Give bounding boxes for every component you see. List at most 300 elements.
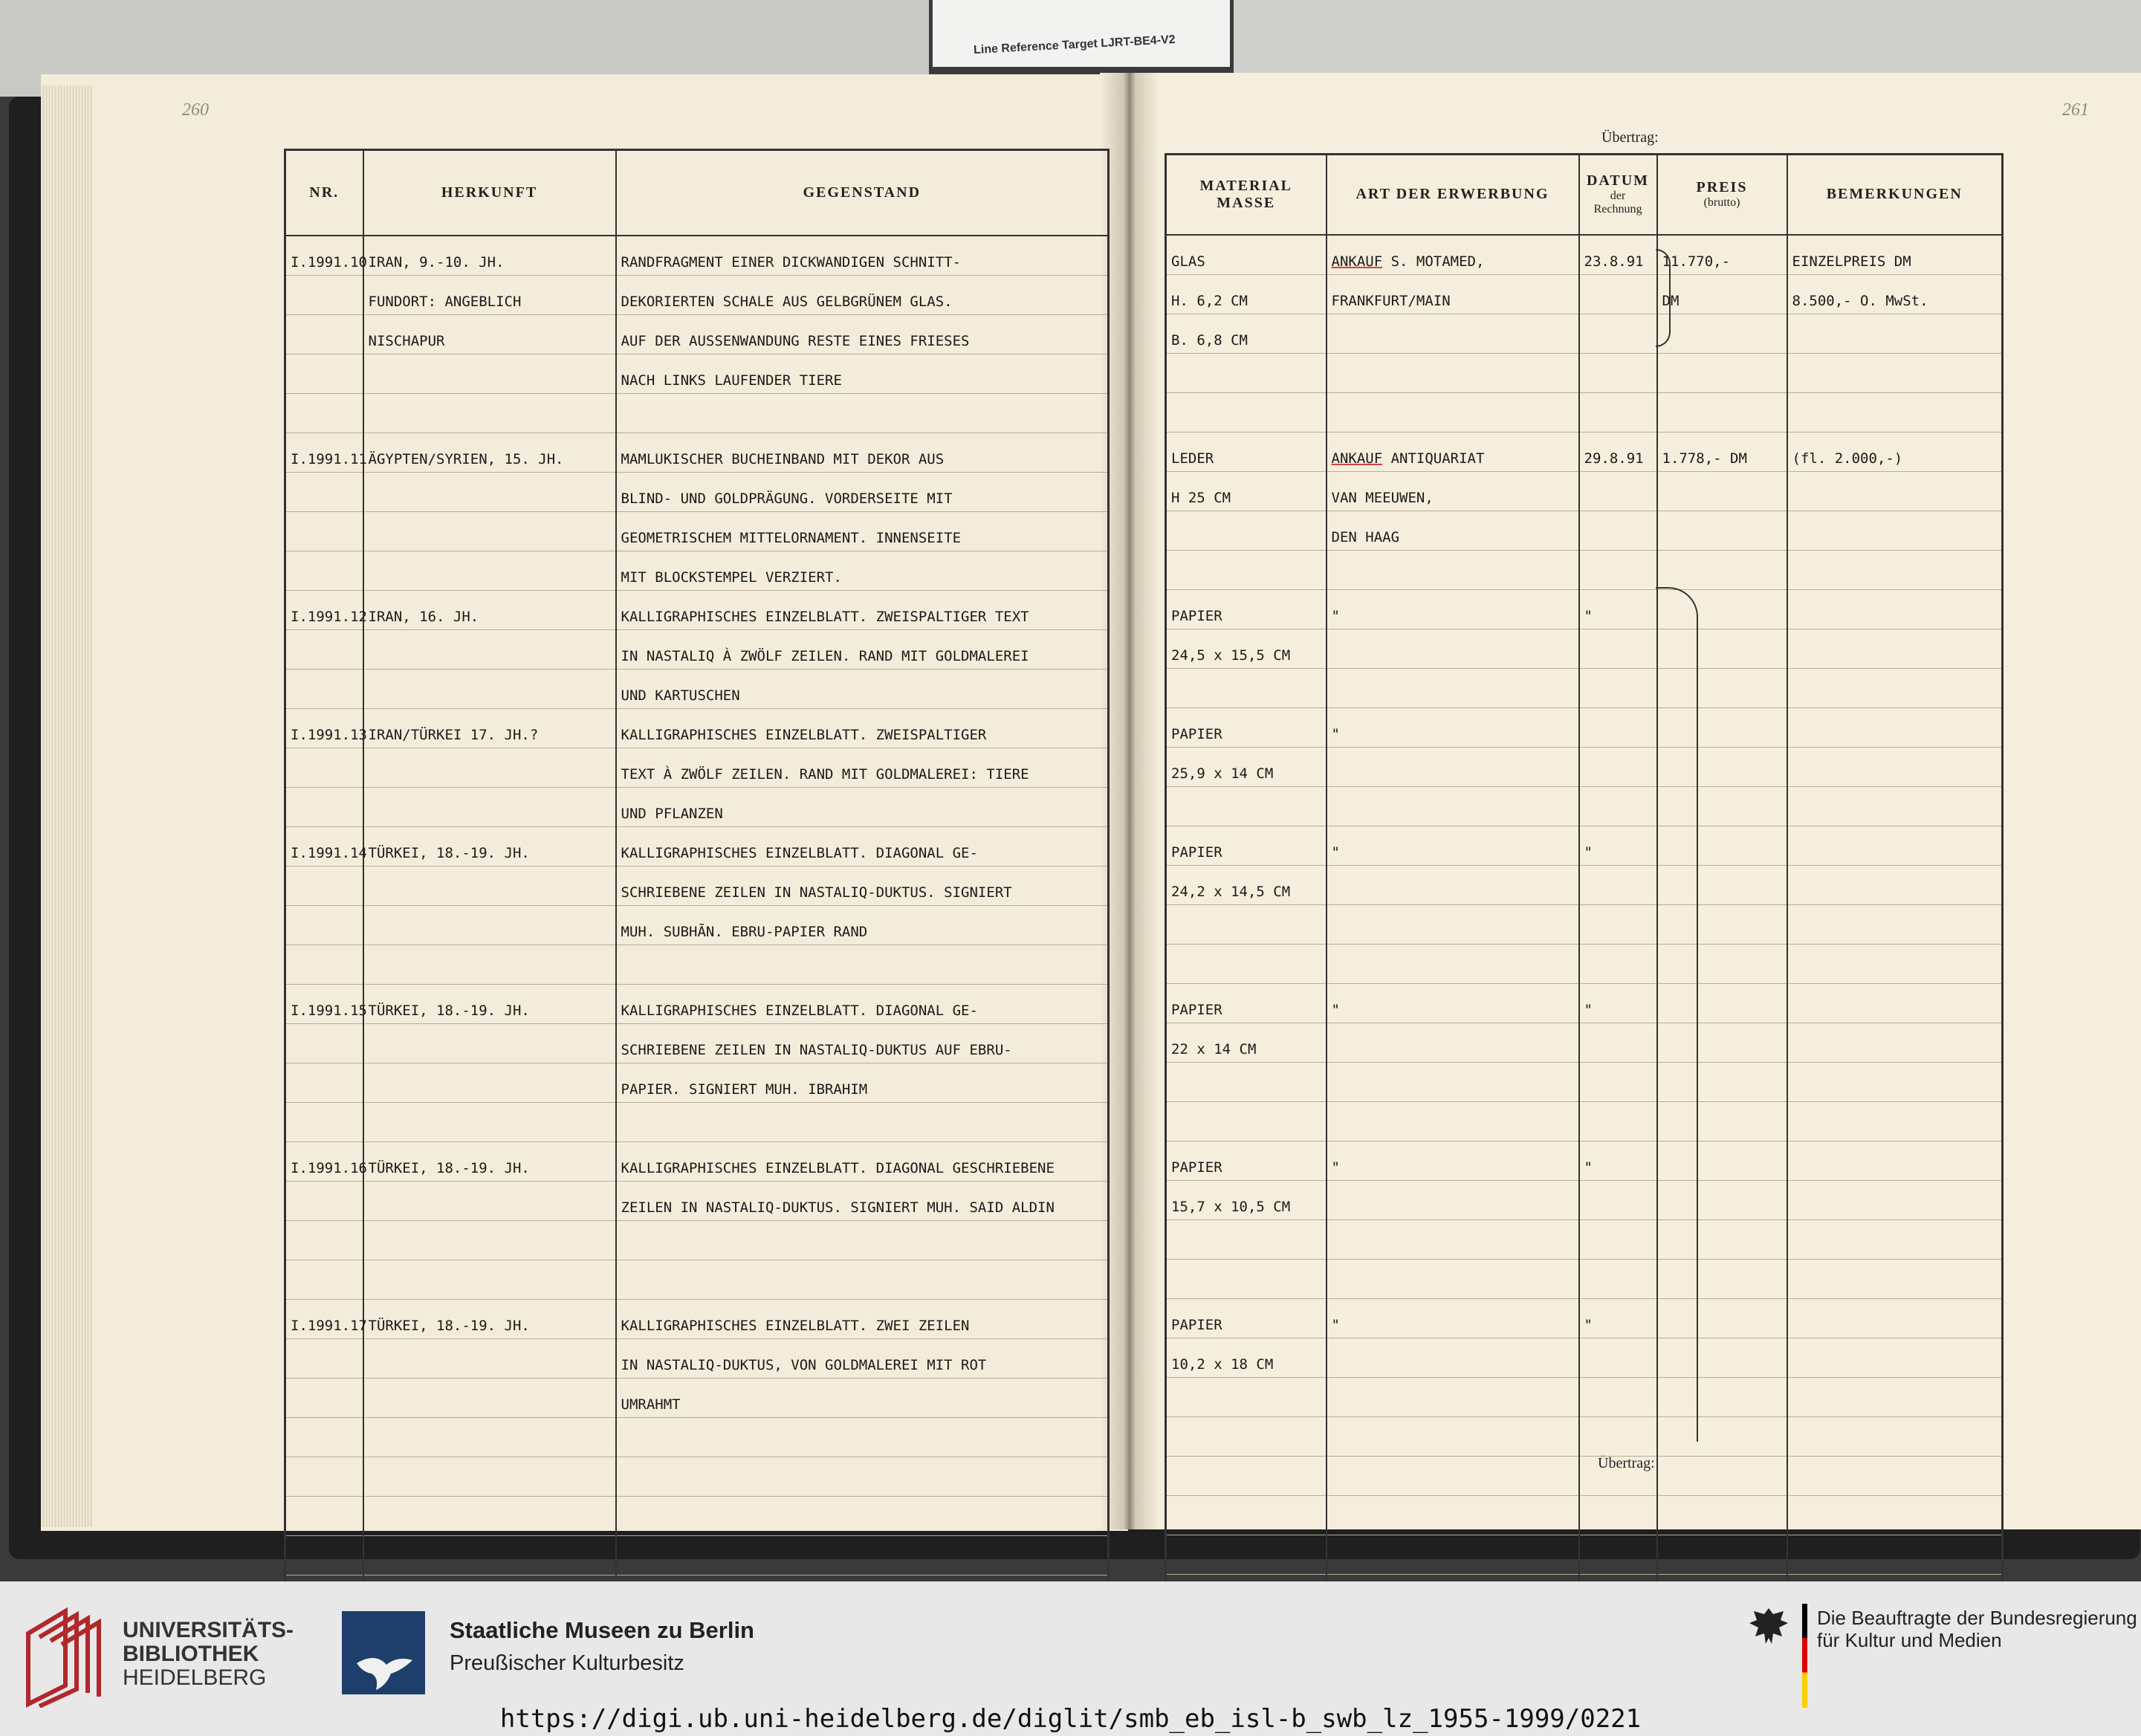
left-ledger-cell-gegenstand: MIT BLOCKSTEMPEL VERZIERT.: [616, 551, 1109, 590]
left-ledger-row: [285, 1417, 1109, 1457]
right-ledger-cell-material: 24,2 x 14,5 CM: [1166, 865, 1327, 904]
left-ledger-cell-nr: [285, 1023, 363, 1063]
left-ledger-cell-nr: [285, 1378, 363, 1417]
right-ledger-row: [1166, 1495, 2003, 1535]
header-datum-der: der: [1610, 190, 1626, 203]
right-ledger-cell-bemerkungen: [1787, 786, 2003, 826]
right-ledger-cell-erwerbung: ": [1327, 1141, 1579, 1180]
left-ledger-cell-nr: [285, 1457, 363, 1496]
left-ledger-cell-gegenstand: MUH. SUBHĀN. EBRU-PAPIER RAND: [616, 905, 1109, 945]
right-ledger-cell-datum: [1579, 1495, 1657, 1535]
header-masse-label: MASSE: [1217, 194, 1276, 211]
left-ledger-cell-gegenstand: IN NASTALIQ À ZWÖLF ZEILEN. RAND MIT GOLDMALEREI: [616, 629, 1109, 669]
right-ledger-cell-erwerbung: [1327, 1220, 1579, 1259]
right-ledger-cell-material: 15,7 x 10,5 CM: [1166, 1180, 1327, 1220]
right-ledger-row: [1166, 629, 2003, 668]
right-ledger-cell-material: 24,5 x 15,5 CM: [1166, 629, 1327, 668]
left-ledger-cell-gegenstand: [616, 1417, 1109, 1457]
left-ledger-cell-gegenstand: IN NASTALIQ-DUKTUS, VON GOLDMALEREI MIT ROT: [616, 1338, 1109, 1378]
right-ledger-cell-material: [1166, 1416, 1327, 1456]
left-ledger-cell-herkunft: [363, 472, 616, 511]
left-ledger-cell-gegenstand: ZEILEN IN NASTALIQ-DUKTUS. SIGNIERT MUH. SAID ALDIN: [616, 1181, 1109, 1220]
left-ledger-cell-gegenstand: DEKORIERTEN SCHALE AUS GELBGRÜNEM GLAS.: [616, 275, 1109, 314]
left-ledger-row: [285, 1260, 1109, 1299]
right-ledger-cell-material: [1166, 1574, 1327, 1581]
right-ledger-cell-bemerkungen: [1787, 589, 2003, 629]
left-ledger-cell-herkunft: [363, 1102, 616, 1141]
right-ledger-row: [1166, 1535, 2003, 1574]
right-ledger-row: [1166, 1220, 2003, 1259]
left-ledger-cell-nr: [285, 748, 363, 787]
right-ledger-cell-erwerbung: ANKAUF ANTIQUARIAT: [1327, 432, 1579, 471]
left-ledger-cell-nr: [285, 354, 363, 393]
right-ledger-cell-preis: [1657, 1495, 1787, 1535]
right-ledger-row: [1166, 826, 2003, 865]
right-ledger-cell-bemerkungen: [1787, 1377, 2003, 1416]
left-header-row: [285, 150, 1109, 236]
right-ledger-row: [1166, 353, 2003, 392]
right-ledger-cell-preis: [1657, 511, 1787, 550]
right-ledger-table: [1165, 153, 2004, 1581]
left-ledger-row: [285, 866, 1109, 905]
smb-subtitle: Preußischer Kulturbesitz: [450, 1651, 684, 1675]
right-ledger-cell-material: [1166, 668, 1327, 707]
right-ledger-row: [1166, 511, 2003, 550]
background-top-right: [1234, 0, 2141, 82]
uh-name[interactable]: [123, 1619, 294, 1690]
right-ledger-cell-material: 10,2 x 18 CM: [1166, 1338, 1327, 1377]
bkm-line1: Die Beauftragte der Bundesregierung: [1817, 1607, 2137, 1629]
left-ledger-cell-gegenstand: [616, 1260, 1109, 1299]
page-stack-edge: [41, 85, 93, 1527]
left-ledger-cell-herkunft: [363, 1023, 616, 1063]
header-material: [1166, 155, 1327, 235]
right-ledger-cell-material: 22 x 14 CM: [1166, 1023, 1327, 1062]
left-ledger-cell-herkunft: [363, 1575, 616, 1581]
left-ledger-cell-nr: [285, 1220, 363, 1260]
right-ledger-cell-material: PAPIER: [1166, 707, 1327, 747]
right-ledger-cell-material: H 25 CM: [1166, 471, 1327, 511]
right-ledger-cell-material: B. 6,8 CM: [1166, 314, 1327, 353]
left-ledger-body: [285, 236, 1109, 1582]
left-ledger-row: [285, 1338, 1109, 1378]
right-ledger-cell-datum: [1579, 1023, 1657, 1062]
right-ledger-cell-datum: [1579, 353, 1657, 392]
permalink-url[interactable]: https://digi.ub.uni-heidelberg.de/diglit/smb_eb_isl-b_swb_lz_1955-1999/0221: [499, 1704, 1642, 1734]
uh-line2: BIBLIOTHEK: [123, 1642, 259, 1666]
right-ledger-cell-bemerkungen: [1787, 1456, 2003, 1495]
left-ledger-cell-gegenstand: [616, 393, 1109, 433]
left-ledger-cell-gegenstand: KALLIGRAPHISCHES EINZELBLATT. DIAGONAL GESCHRIEBENE: [616, 1141, 1109, 1181]
left-ledger-row: [285, 354, 1109, 393]
left-ledger-cell-gegenstand: MAMLUKISCHER BUCHEINBAND MIT DEKOR AUS: [616, 433, 1109, 472]
right-ledger-cell-datum: [1579, 1338, 1657, 1377]
right-ledger-cell-erwerbung: [1327, 786, 1579, 826]
left-ledger-cell-herkunft: [363, 1260, 616, 1299]
right-ledger-cell-erwerbung: [1327, 1180, 1579, 1220]
left-ledger-cell-gegenstand: UND PFLANZEN: [616, 787, 1109, 826]
right-ledger-cell-erwerbung: [1327, 1062, 1579, 1101]
left-ledger-cell-nr: [285, 1535, 363, 1575]
header-herkunft: HERKUNFT: [363, 150, 616, 236]
left-ledger-cell-herkunft: NISCHAPUR: [363, 314, 616, 354]
left-ledger-cell-herkunft: [363, 669, 616, 708]
right-ledger-cell-datum: 29.8.91: [1579, 432, 1657, 471]
right-ledger-row: [1166, 1062, 2003, 1101]
left-ledger-cell-herkunft: FUNDORT: ANGEBLICH: [363, 275, 616, 314]
right-ledger-cell-datum: ": [1579, 1298, 1657, 1338]
federal-eagle-icon: [1746, 1604, 1791, 1648]
right-ledger-row: [1166, 1023, 2003, 1062]
right-ledger-row: [1166, 865, 2003, 904]
right-ledger-cell-material: [1166, 353, 1327, 392]
right-ledger-cell-material: PAPIER: [1166, 826, 1327, 865]
left-ledger-cell-gegenstand: KALLIGRAPHISCHES EINZELBLATT. ZWEI ZEILEN: [616, 1299, 1109, 1338]
right-ledger-cell-bemerkungen: [1787, 668, 2003, 707]
right-ledger-cell-material: [1166, 1456, 1327, 1495]
left-ledger-cell-nr: [285, 1417, 363, 1457]
right-ledger-cell-material: PAPIER: [1166, 983, 1327, 1023]
footer-bar: [0, 1581, 2141, 1736]
right-ledger-cell-bemerkungen: [1787, 471, 2003, 511]
german-flag-stripe: [1802, 1604, 1807, 1708]
uh-line1: UNIVERSITÄTS-: [123, 1618, 294, 1642]
left-ledger-cell-herkunft: [363, 748, 616, 787]
right-ledger-cell-datum: [1579, 314, 1657, 353]
right-ledger-cell-bemerkungen: [1787, 1298, 2003, 1338]
right-ledger-cell-material: [1166, 1062, 1327, 1101]
left-ledger-cell-herkunft: [363, 1378, 616, 1417]
left-ledger-row: [285, 1141, 1109, 1181]
right-ledger-cell-material: PAPIER: [1166, 589, 1327, 629]
left-ledger-cell-gegenstand: [616, 1102, 1109, 1141]
right-ledger-cell-erwerbung: [1327, 314, 1579, 353]
right-ledger-cell-material: [1166, 786, 1327, 826]
right-ledger-cell-bemerkungen: [1787, 904, 2003, 944]
left-ledger-row: [285, 1063, 1109, 1102]
right-ledger-cell-bemerkungen: [1787, 629, 2003, 668]
right-ledger-row: [1166, 904, 2003, 944]
left-ledger-cell-nr: [285, 866, 363, 905]
left-ledger-cell-nr: [285, 1102, 363, 1141]
right-ledger-row: [1166, 274, 2003, 314]
left-ledger-cell-gegenstand: SCHRIEBENE ZEILEN IN NASTALIQ-DUKTUS AUF EBRU-: [616, 1023, 1109, 1063]
left-ledger-cell-nr: [285, 787, 363, 826]
left-ledger-cell-nr: [285, 551, 363, 590]
left-ledger-cell-nr: I.1991.12: [285, 590, 363, 629]
header-datum-label: DATUM: [1586, 172, 1650, 190]
right-ledger-cell-bemerkungen: [1787, 1023, 2003, 1062]
left-ledger-cell-nr: [285, 629, 363, 669]
left-ledger-cell-herkunft: [363, 1181, 616, 1220]
ditto-bracket-line: [1656, 587, 1698, 1442]
uh-line3: HEIDELBERG: [123, 1665, 267, 1690]
left-ledger-row: [285, 1220, 1109, 1260]
right-ledger-cell-erwerbung: [1327, 865, 1579, 904]
left-ledger-cell-nr: [285, 1575, 363, 1581]
right-ledger-row: [1166, 668, 2003, 707]
left-ledger-cell-gegenstand: KALLIGRAPHISCHES EINZELBLATT. DIAGONAL GE-: [616, 984, 1109, 1023]
left-ledger-cell-herkunft: TÜRKEI, 18.-19. JH.: [363, 1299, 616, 1338]
right-ledger-row: [1166, 235, 2003, 275]
left-ledger-row: [285, 1378, 1109, 1417]
left-ledger-row: [285, 1575, 1109, 1581]
right-ledger-cell-erwerbung: [1327, 747, 1579, 786]
right-ledger-cell-bemerkungen: 8.500,- O. MwSt.: [1787, 274, 2003, 314]
left-ledger-cell-herkunft: [363, 629, 616, 669]
right-ledger-cell-bemerkungen: [1787, 1062, 2003, 1101]
header-preis: [1657, 155, 1787, 235]
right-ledger-cell-bemerkungen: EINZELPREIS DM: [1787, 235, 2003, 275]
left-ledger-row: [285, 511, 1109, 551]
right-ledger-cell-datum: [1579, 1535, 1657, 1574]
left-ledger-cell-herkunft: IRAN, 16. JH.: [363, 590, 616, 629]
left-ledger-cell-herkunft: [363, 511, 616, 551]
left-ledger-row: [285, 787, 1109, 826]
header-gegenstand: GEGENSTAND: [616, 150, 1109, 236]
right-ledger-cell-datum: [1579, 786, 1657, 826]
right-ledger-row: [1166, 1574, 2003, 1581]
left-ledger-row: [285, 945, 1109, 984]
right-ledger-cell-erwerbung: FRANKFURT/MAIN: [1327, 274, 1579, 314]
right-ledger-row: [1166, 1180, 2003, 1220]
left-ledger-row: [285, 1457, 1109, 1496]
left-ledger-cell-nr: [285, 275, 363, 314]
right-ledger-cell-datum: 23.8.91: [1579, 235, 1657, 275]
right-ledger-cell-bemerkungen: [1787, 392, 2003, 432]
left-ledger-cell-nr: I.1991.10: [285, 236, 363, 276]
right-ledger-cell-preis: 1.778,- DM: [1657, 432, 1787, 471]
right-ledger-row: [1166, 747, 2003, 786]
price-brace: [1656, 249, 1671, 347]
left-ledger-row: [285, 708, 1109, 748]
right-ledger-body: [1166, 235, 2003, 1582]
right-ledger-cell-material: [1166, 511, 1327, 550]
right-ledger-cell-erwerbung: [1327, 392, 1579, 432]
right-ledger-cell-preis: [1657, 353, 1787, 392]
left-ledger-row: [285, 393, 1109, 433]
left-ledger-row: [285, 236, 1109, 276]
left-ledger-row: [285, 590, 1109, 629]
right-ledger-cell-datum: [1579, 471, 1657, 511]
left-ledger-cell-herkunft: [363, 354, 616, 393]
left-ledger-cell-gegenstand: [616, 1457, 1109, 1496]
right-ledger-cell-erwerbung: [1327, 944, 1579, 983]
right-ledger-cell-bemerkungen: [1787, 865, 2003, 904]
reference-target-label: Line Reference Target LJRT-BE4-V2: [973, 33, 1176, 57]
left-ledger-cell-herkunft: [363, 905, 616, 945]
right-ledger-cell-erwerbung: [1327, 1495, 1579, 1535]
bkm-name[interactable]: [1817, 1607, 2137, 1651]
right-ledger-cell-bemerkungen: [1787, 550, 2003, 589]
left-ledger-row: [285, 1102, 1109, 1141]
right-ledger-cell-bemerkungen: [1787, 1338, 2003, 1377]
bkm-line2: für Kultur und Medien: [1817, 1629, 2002, 1651]
header-bemerkungen: BEMERKUNGEN: [1787, 155, 2003, 235]
header-nr: NR.: [285, 150, 363, 236]
right-ledger-cell-material: [1166, 904, 1327, 944]
right-ledger-cell-datum: [1579, 1259, 1657, 1298]
uebertrag-top: Übertrag:: [1601, 129, 1659, 146]
left-ledger-cell-nr: I.1991.15: [285, 984, 363, 1023]
right-ledger-cell-bemerkungen: [1787, 1574, 2003, 1581]
right-ledger-cell-datum: [1579, 1377, 1657, 1416]
left-ledger-cell-gegenstand: UND KARTUSCHEN: [616, 669, 1109, 708]
left-ledger-cell-nr: [285, 669, 363, 708]
left-ledger-row: [285, 314, 1109, 354]
right-ledger-cell-bemerkungen: [1787, 826, 2003, 865]
left-ledger-cell-nr: [285, 314, 363, 354]
right-ledger-cell-bemerkungen: [1787, 1101, 2003, 1141]
left-ledger-cell-herkunft: [363, 1496, 616, 1535]
right-ledger-cell-bemerkungen: [1787, 1535, 2003, 1574]
left-ledger-cell-nr: [285, 945, 363, 984]
right-ledger-cell-erwerbung: ": [1327, 1298, 1579, 1338]
right-ledger-row: [1166, 786, 2003, 826]
right-ledger-cell-preis: 11.770,-: [1657, 235, 1787, 275]
right-ledger-cell-bemerkungen: [1787, 1416, 2003, 1456]
right-header-row: [1166, 155, 2003, 235]
header-datum: [1579, 155, 1657, 235]
right-ledger-cell-material: GLAS: [1166, 235, 1327, 275]
right-ledger-row: [1166, 983, 2003, 1023]
left-ledger-cell-gegenstand: PAPIER. SIGNIERT MUH. IBRAHIM: [616, 1063, 1109, 1102]
left-ledger-cell-nr: [285, 905, 363, 945]
left-ledger-row: [285, 1535, 1109, 1575]
left-ledger-row: [285, 748, 1109, 787]
left-ledger-row: [285, 629, 1109, 669]
right-ledger-row: [1166, 314, 2003, 353]
left-ledger-cell-gegenstand: AUF DER AUSSENWANDUNG RESTE EINES FRIESES: [616, 314, 1109, 354]
left-ledger-row: [285, 472, 1109, 511]
right-ledger-cell-erwerbung: [1327, 629, 1579, 668]
right-ledger-cell-preis: [1657, 1535, 1787, 1574]
right-ledger-row: [1166, 392, 2003, 432]
right-ledger-cell-erwerbung: [1327, 1377, 1579, 1416]
right-ledger-cell-datum: ": [1579, 826, 1657, 865]
right-ledger-cell-bemerkungen: [1787, 1141, 2003, 1180]
right-ledger-row: [1166, 589, 2003, 629]
right-page-number: 261: [2062, 100, 2089, 120]
left-ledger-cell-nr: [285, 472, 363, 511]
right-ledger-cell-datum: [1579, 392, 1657, 432]
right-ledger-cell-datum: ": [1579, 983, 1657, 1023]
right-ledger-cell-material: [1166, 1259, 1327, 1298]
right-ledger-cell-datum: [1579, 668, 1657, 707]
right-ledger-row: [1166, 1259, 2003, 1298]
right-ledger-cell-material: [1166, 944, 1327, 983]
header-preis-label: PREIS: [1696, 179, 1748, 196]
left-ledger-cell-nr: I.1991.16: [285, 1141, 363, 1181]
right-ledger-cell-preis: [1657, 1574, 1787, 1581]
left-ledger-cell-herkunft: [363, 1535, 616, 1575]
ankauf-underline: ANKAUF: [1331, 253, 1383, 270]
left-ledger-cell-herkunft: TÜRKEI, 18.-19. JH.: [363, 826, 616, 866]
right-ledger-row: [1166, 1456, 2003, 1495]
left-ledger-cell-herkunft: [363, 787, 616, 826]
left-ledger-row: [285, 1299, 1109, 1338]
left-ledger-cell-gegenstand: TEXT À ZWÖLF ZEILEN. RAND MIT GOLDMALEREI: TIERE: [616, 748, 1109, 787]
left-ledger-cell-nr: [285, 1496, 363, 1535]
right-ledger-cell-erwerbung: [1327, 1259, 1579, 1298]
right-ledger-cell-material: [1166, 1377, 1327, 1416]
left-ledger-cell-nr: [285, 1338, 363, 1378]
smb-name[interactable]: Staatliche Museen zu Berlin: [450, 1617, 754, 1643]
left-ledger-row: [285, 1023, 1109, 1063]
right-ledger-cell-material: [1166, 1535, 1327, 1574]
left-ledger-cell-herkunft: TÜRKEI, 18.-19. JH.: [363, 1141, 616, 1181]
right-ledger-cell-datum: ": [1579, 589, 1657, 629]
right-ledger-row: [1166, 471, 2003, 511]
left-ledger-row: [285, 1181, 1109, 1220]
right-ledger-row: [1166, 1416, 2003, 1456]
right-ledger-cell-material: H. 6,2 CM: [1166, 274, 1327, 314]
left-ledger-cell-herkunft: IRAN/TÜRKEI 17. JH.?: [363, 708, 616, 748]
right-ledger-cell-preis: [1657, 392, 1787, 432]
right-ledger-cell-bemerkungen: [1787, 983, 2003, 1023]
left-ledger-cell-nr: [285, 1063, 363, 1102]
right-ledger-cell-material: LEDER: [1166, 432, 1327, 471]
right-ledger-cell-material: 25,9 x 14 CM: [1166, 747, 1327, 786]
left-ledger-cell-gegenstand: KALLIGRAPHISCHES EINZELBLATT. DIAGONAL GE-: [616, 826, 1109, 866]
right-ledger-cell-bemerkungen: [1787, 1220, 2003, 1259]
left-ledger-cell-herkunft: [363, 1457, 616, 1496]
right-ledger-cell-erwerbung: [1327, 1338, 1579, 1377]
left-ledger-row: [285, 551, 1109, 590]
right-ledger-cell-erwerbung: ANKAUF S. MOTAMED,: [1327, 235, 1579, 275]
right-ledger-cell-bemerkungen: [1787, 353, 2003, 392]
left-ledger-cell-herkunft: IRAN, 9.-10. JH.: [363, 236, 616, 276]
header-material-label: MATERIAL: [1199, 177, 1293, 194]
left-ledger-cell-herkunft: [363, 1338, 616, 1378]
uh-logo-icon: [21, 1604, 110, 1708]
right-ledger-cell-datum: [1579, 944, 1657, 983]
right-ledger-cell-datum: [1579, 1220, 1657, 1259]
right-ledger-cell-preis: [1657, 471, 1787, 511]
left-ledger-cell-nr: I.1991.13: [285, 708, 363, 748]
uebertrag-bottom: Übertrag:: [1598, 1455, 1655, 1471]
right-ledger-row: [1166, 1101, 2003, 1141]
right-ledger-cell-datum: [1579, 511, 1657, 550]
right-ledger-cell-erwerbung: [1327, 668, 1579, 707]
left-ledger-cell-nr: I.1991.11: [285, 433, 363, 472]
right-ledger-cell-erwerbung: [1327, 353, 1579, 392]
right-ledger-cell-erwerbung: [1327, 1574, 1579, 1581]
right-ledger-cell-datum: [1579, 747, 1657, 786]
right-ledger-cell-erwerbung: ": [1327, 983, 1579, 1023]
left-page-number: 260: [182, 100, 209, 120]
smb-logo-icon: [342, 1611, 425, 1694]
right-ledger-cell-datum: [1579, 1062, 1657, 1101]
right-ledger-row: [1166, 432, 2003, 471]
right-ledger-cell-material: [1166, 392, 1327, 432]
right-ledger-cell-material: [1166, 1495, 1327, 1535]
right-ledger-cell-datum: [1579, 550, 1657, 589]
left-ledger-cell-nr: I.1991.17: [285, 1299, 363, 1338]
left-ledger-cell-gegenstand: RANDFRAGMENT EINER DICKWANDIGEN SCHNITT-: [616, 236, 1109, 276]
right-ledger-cell-datum: [1579, 1574, 1657, 1581]
right-ledger-cell-bemerkungen: [1787, 747, 2003, 786]
right-ledger-cell-erwerbung: [1327, 904, 1579, 944]
right-ledger-cell-preis: DM: [1657, 274, 1787, 314]
right-ledger-cell-preis: [1657, 1456, 1787, 1495]
right-ledger-cell-erwerbung: VAN MEEUWEN,: [1327, 471, 1579, 511]
right-ledger-cell-datum: [1579, 1416, 1657, 1456]
left-ledger-cell-gegenstand: KALLIGRAPHISCHES EINZELBLATT. ZWEISPALTIGER TEXT: [616, 590, 1109, 629]
left-ledger-row: [285, 1496, 1109, 1535]
right-ledger-cell-bemerkungen: [1787, 707, 2003, 747]
header-datum-rechnung: Rechnung: [1593, 203, 1642, 216]
